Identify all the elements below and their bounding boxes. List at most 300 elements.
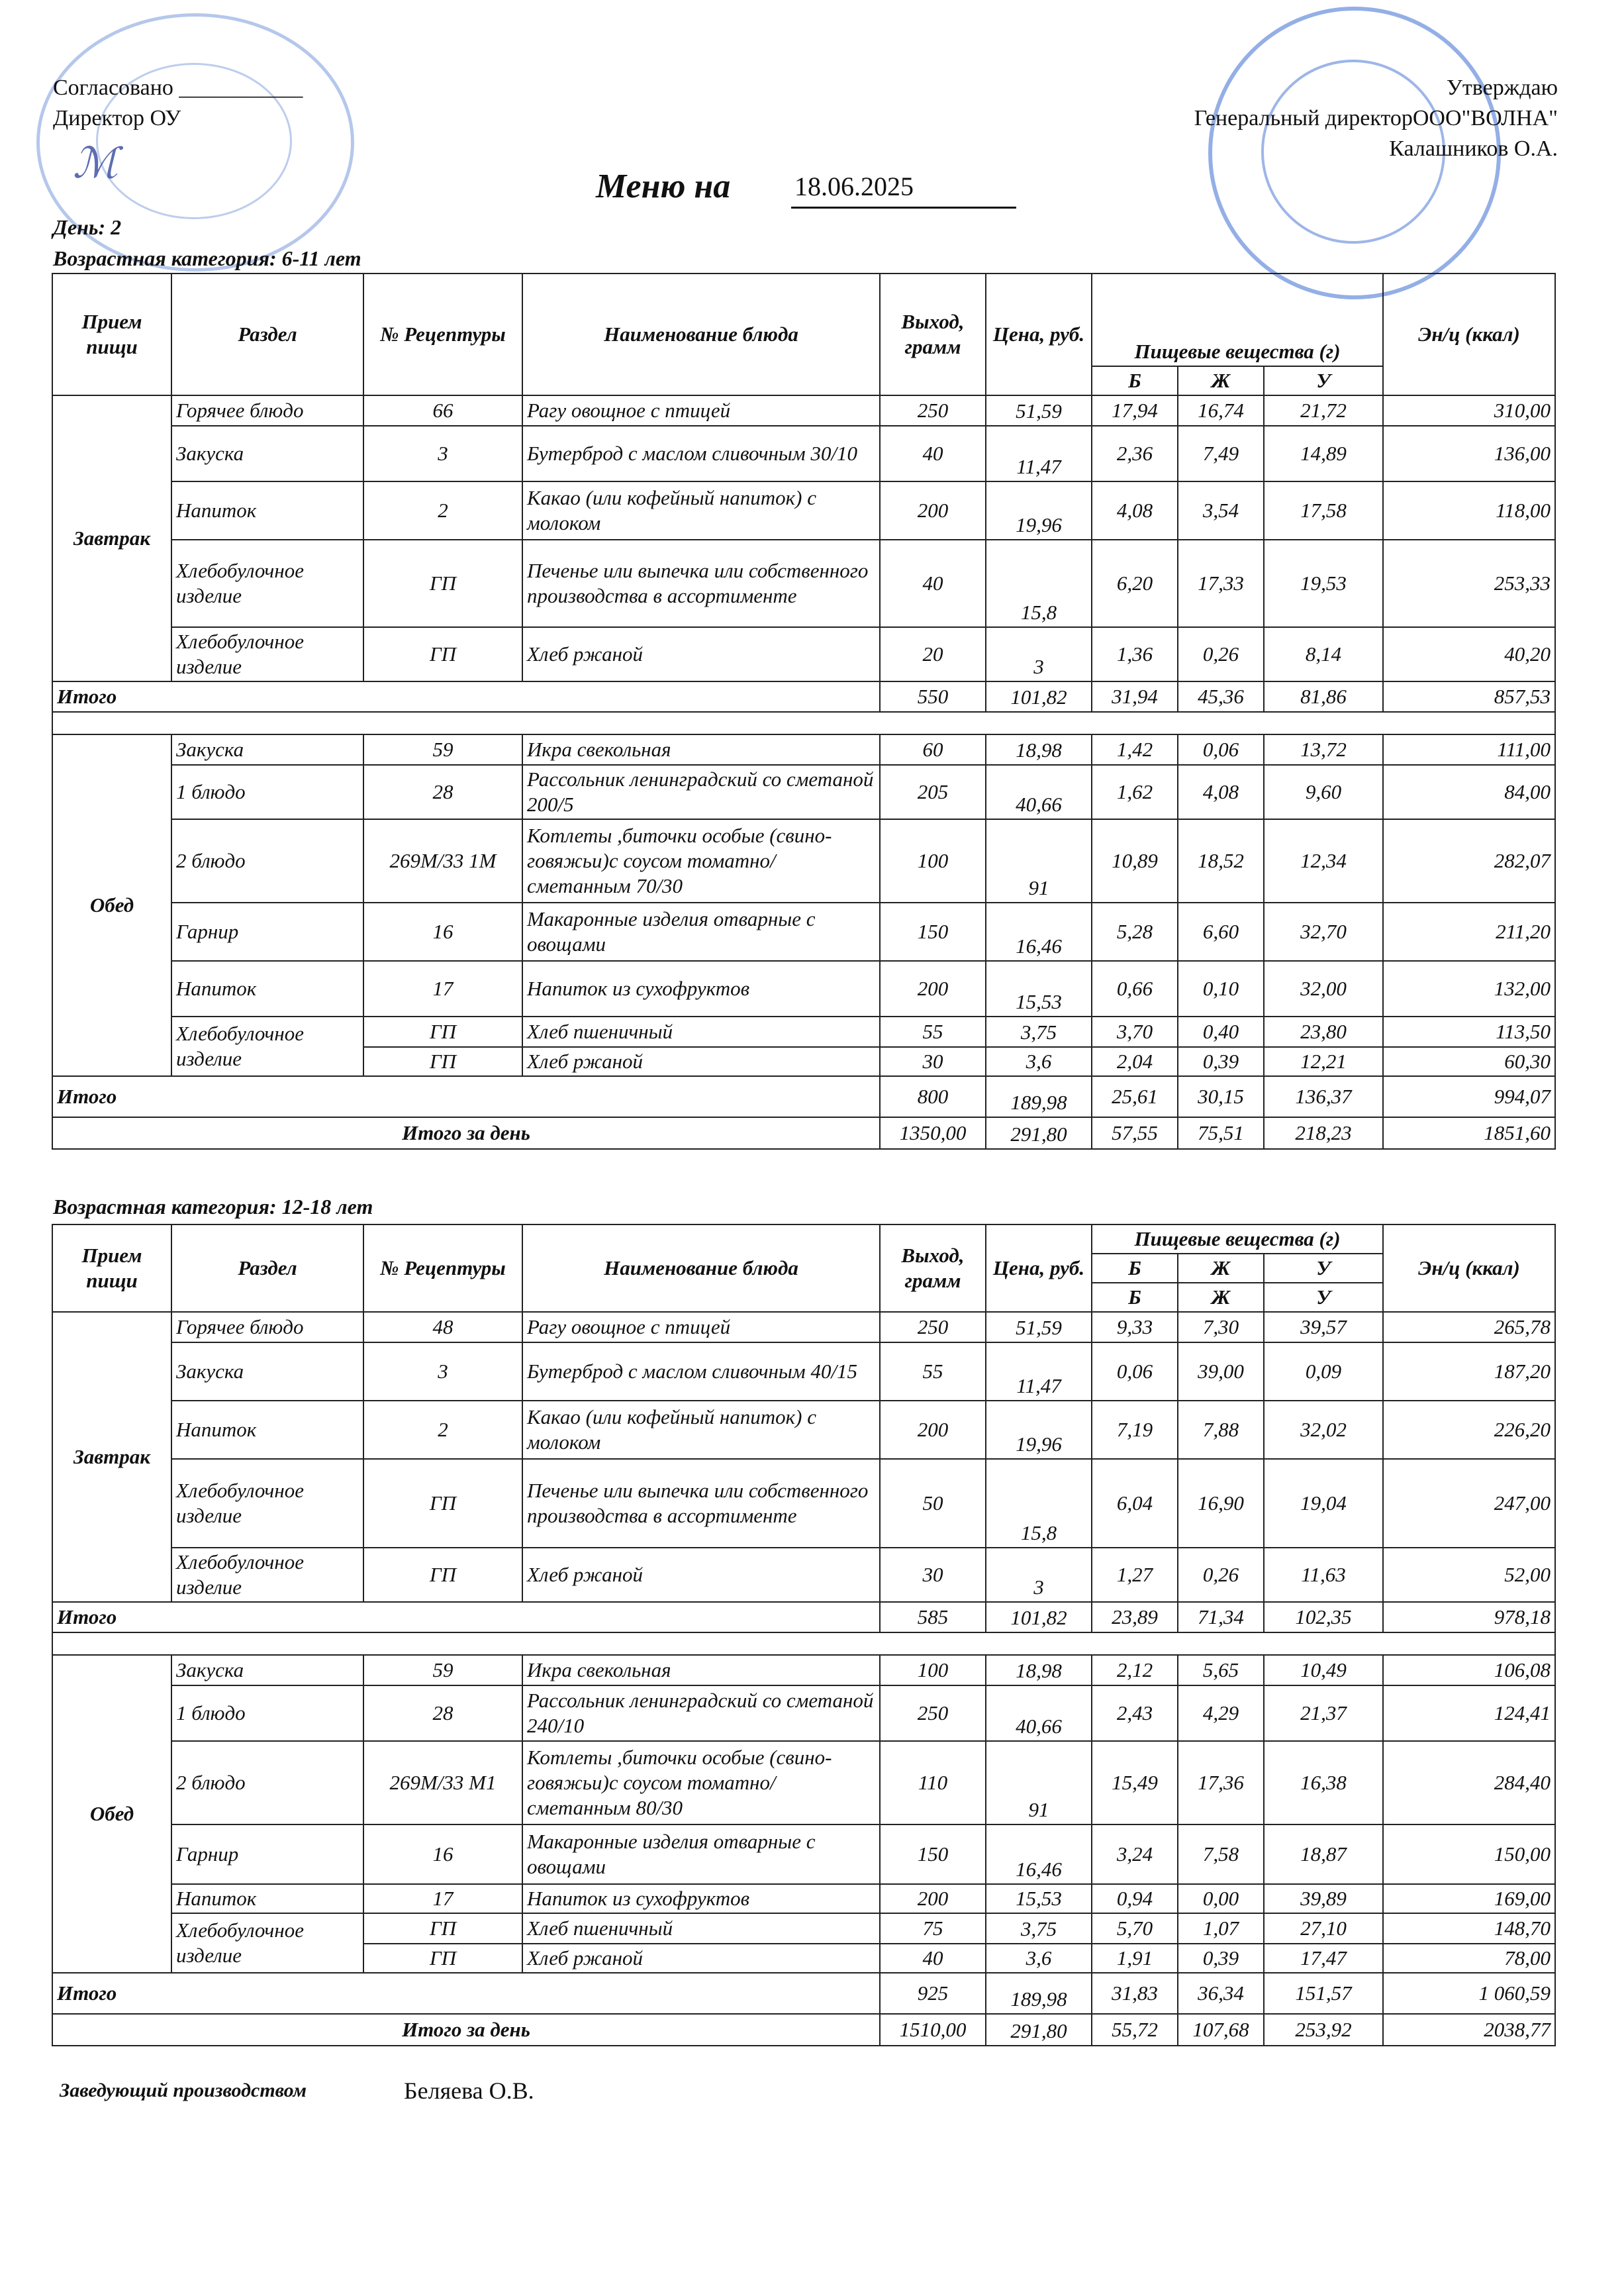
breakfast-total-row-value: 71,34 xyxy=(1178,1602,1264,1632)
footer-role: Заведующий производством xyxy=(60,2079,307,2101)
cell-fat: 0,00 xyxy=(1178,1884,1264,1913)
lunch-total-row-value: 925 xyxy=(880,1973,986,2014)
cell-price: 15,53 xyxy=(986,961,1092,1017)
cell-fat: 6,60 xyxy=(1178,903,1264,961)
cell-dish: Рассольник ленинградский со сметаной 240/10 xyxy=(522,1685,880,1741)
col-carbs-2: У xyxy=(1264,1283,1383,1312)
cell-price: 91 xyxy=(986,1741,1092,1824)
table-row xyxy=(52,1342,1555,1401)
lunch-total-row-value: 25,61 xyxy=(1092,1076,1178,1117)
breakfast-total-row-value: 81,86 xyxy=(1264,681,1383,712)
col-fat: Ж xyxy=(1178,366,1264,395)
cell-energy: 60,30 xyxy=(1383,1047,1555,1076)
cell-recipe: 66 xyxy=(363,395,522,426)
cell-fat: 0,06 xyxy=(1178,734,1264,765)
cell-yield: 40 xyxy=(880,426,986,481)
cell-dish: Котлеты ,биточки особые (свино-говяжьи)с соусом томатно/сметанным 70/30 xyxy=(522,819,880,903)
cell-dish: Бутерброд с маслом сливочным 30/10 xyxy=(522,426,880,481)
table-row xyxy=(52,1548,1555,1602)
cell-protein: 15,49 xyxy=(1092,1741,1178,1824)
day-total-row-value: 218,23 xyxy=(1264,1117,1383,1149)
cell-recipe: ГП xyxy=(363,1047,522,1076)
cell-yield: 60 xyxy=(880,734,986,765)
cell-dish: Печенье или выпечка или собственного производства в ассортименте xyxy=(522,540,880,627)
breakfast-total-row-value: 23,89 xyxy=(1092,1602,1178,1632)
cell-recipe: 269М/33 1М xyxy=(363,819,522,903)
cell-carbs: 39,89 xyxy=(1264,1884,1383,1913)
cell-price: 16,46 xyxy=(986,903,1092,961)
cell-recipe: 28 xyxy=(363,765,522,819)
breakfast-total-row-value: 45,36 xyxy=(1178,681,1264,712)
cell-energy: 78,00 xyxy=(1383,1944,1555,1973)
cell-protein: 3,70 xyxy=(1092,1017,1178,1047)
menu-date: 18.06.2025 xyxy=(794,172,914,201)
cell-recipe: 17 xyxy=(363,1884,522,1913)
approval-block-right xyxy=(1194,73,1558,164)
title-underline xyxy=(791,207,1016,209)
cell-section: Напиток xyxy=(171,1884,363,1913)
lunch-total-row-value: 1 060,59 xyxy=(1383,1973,1555,2014)
col-section: Раздел xyxy=(171,1224,363,1312)
table-row xyxy=(52,1017,1555,1047)
footer-name: Беляева О.В. xyxy=(404,2077,534,2104)
cell-dish: Рагу овощное с птицей xyxy=(522,395,880,426)
lunch-total-row xyxy=(52,1076,1555,1117)
col-meal: Прием пищи xyxy=(52,1224,171,1312)
table-row xyxy=(52,1685,1555,1741)
lunch-total-row-value: 36,34 xyxy=(1178,1973,1264,2014)
day-total-row-value: 1851,60 xyxy=(1383,1117,1555,1149)
cell-protein: 1,62 xyxy=(1092,765,1178,819)
cell-protein: 17,94 xyxy=(1092,395,1178,426)
cell-fat: 17,33 xyxy=(1178,540,1264,627)
cell-recipe: 2 xyxy=(363,481,522,540)
cell-dish: Рассольник ленинградский со сметаной 200/5 xyxy=(522,765,880,819)
gap-cell xyxy=(52,1632,1555,1655)
cell-dish: Котлеты ,биточки особые (свино-говяжьи)с соусом томатно/сметанным 80/30 xyxy=(522,1741,880,1824)
cell-carbs: 32,02 xyxy=(1264,1401,1383,1459)
breakfast-label: Завтрак xyxy=(52,1312,171,1602)
cell-fat: 5,65 xyxy=(1178,1655,1264,1685)
cell-dish: Напиток из сухофруктов xyxy=(522,961,880,1017)
cell-carbs: 17,58 xyxy=(1264,481,1383,540)
cell-protein: 6,20 xyxy=(1092,540,1178,627)
cell-price: 15,8 xyxy=(986,540,1092,627)
cell-recipe: 16 xyxy=(363,1824,522,1884)
col-dish: Наименование блюда xyxy=(522,1224,880,1312)
table-row xyxy=(52,734,1555,765)
cell-price: 3,75 xyxy=(986,1913,1092,1944)
cell-price: 3,75 xyxy=(986,1017,1092,1047)
cell-recipe: ГП xyxy=(363,1017,522,1047)
cell-yield: 40 xyxy=(880,1944,986,1973)
cell-carbs: 14,89 xyxy=(1264,426,1383,481)
col-protein-2: Б xyxy=(1092,1283,1178,1312)
cell-carbs: 19,04 xyxy=(1264,1459,1383,1548)
cell-recipe: 59 xyxy=(363,734,522,765)
cell-protein: 0,94 xyxy=(1092,1884,1178,1913)
page-title: Меню на xyxy=(596,168,731,205)
cell-price: 15,8 xyxy=(986,1459,1092,1548)
cell-fat: 1,07 xyxy=(1178,1913,1264,1944)
cell-energy: 226,20 xyxy=(1383,1401,1555,1459)
cell-recipe: ГП xyxy=(363,540,522,627)
cell-protein: 0,66 xyxy=(1092,961,1178,1017)
cell-carbs: 12,34 xyxy=(1264,819,1383,903)
general-director-name: Калашников О.А. xyxy=(1389,136,1558,161)
cell-dish: Хлеб ржаной xyxy=(522,1944,880,1973)
cell-protein: 6,04 xyxy=(1092,1459,1178,1548)
cell-section: Хлебобулочное изделие xyxy=(171,1459,363,1548)
cell-carbs: 21,37 xyxy=(1264,1685,1383,1741)
table-row xyxy=(52,1741,1555,1824)
breakfast-total-row xyxy=(52,1602,1555,1632)
day-label: День: 2 xyxy=(53,215,122,239)
cell-yield: 250 xyxy=(880,395,986,426)
cell-energy: 113,50 xyxy=(1383,1017,1555,1047)
cell-fat: 39,00 xyxy=(1178,1342,1264,1401)
cell-energy: 187,20 xyxy=(1383,1342,1555,1401)
cell-dish: Хлеб ржаной xyxy=(522,1548,880,1602)
col-nutrients: Пищевые вещества (г) xyxy=(1092,1224,1383,1254)
day-total-row-value: 57,55 xyxy=(1092,1117,1178,1149)
cell-fat: 7,30 xyxy=(1178,1312,1264,1342)
cell-section: Напиток xyxy=(171,961,363,1017)
cell-fat: 0,26 xyxy=(1178,627,1264,681)
col-fat-2: Ж xyxy=(1178,1283,1264,1312)
cell-protein: 1,36 xyxy=(1092,627,1178,681)
cell-protein: 5,70 xyxy=(1092,1913,1178,1944)
cell-yield: 200 xyxy=(880,961,986,1017)
cell-yield: 250 xyxy=(880,1685,986,1741)
cell-price: 3 xyxy=(986,627,1092,681)
table-row xyxy=(52,903,1555,961)
cell-yield: 30 xyxy=(880,1047,986,1076)
cell-recipe: ГП xyxy=(363,627,522,681)
cell-price: 19,96 xyxy=(986,1401,1092,1459)
cell-dish: Хлеб пшеничный xyxy=(522,1913,880,1944)
cell-protein: 1,91 xyxy=(1092,1944,1178,1973)
table-row xyxy=(52,426,1555,481)
col-protein: Б xyxy=(1092,366,1178,395)
cell-price: 51,59 xyxy=(986,1312,1092,1342)
cell-fat: 4,08 xyxy=(1178,765,1264,819)
cell-fat: 7,49 xyxy=(1178,426,1264,481)
cell-protein: 10,89 xyxy=(1092,819,1178,903)
cell-recipe: 48 xyxy=(363,1312,522,1342)
cell-dish: Хлеб пшеничный xyxy=(522,1017,880,1047)
day-total-row-value: 75,51 xyxy=(1178,1117,1264,1149)
cell-recipe: ГП xyxy=(363,1913,522,1944)
cell-carbs: 27,10 xyxy=(1264,1913,1383,1944)
lunch-total-row-value: 189,98 xyxy=(986,1076,1092,1117)
cell-price: 16,46 xyxy=(986,1824,1092,1884)
col-yield: Выход, грамм xyxy=(880,274,986,395)
cell-fat: 16,74 xyxy=(1178,395,1264,426)
col-section: Раздел xyxy=(171,274,363,395)
col-recipe: № Рецептуры xyxy=(363,274,522,395)
cell-price: 3,6 xyxy=(986,1944,1092,1973)
breakfast-total-row-value: 101,82 xyxy=(986,681,1092,712)
day-total-row-value: 291,80 xyxy=(986,1117,1092,1149)
table-row xyxy=(52,1459,1555,1548)
cell-protein: 1,42 xyxy=(1092,734,1178,765)
cell-fat: 17,36 xyxy=(1178,1741,1264,1824)
breakfast-total-row-label: Итого xyxy=(52,681,880,712)
cell-recipe: 59 xyxy=(363,1655,522,1685)
lunch-label: Обед xyxy=(52,1655,171,1973)
table-row xyxy=(52,627,1555,681)
cell-yield: 200 xyxy=(880,1884,986,1913)
table-row xyxy=(52,961,1555,1017)
table-row xyxy=(52,1655,1555,1685)
cell-energy: 118,00 xyxy=(1383,481,1555,540)
cell-yield: 30 xyxy=(880,1548,986,1602)
cell-protein: 5,28 xyxy=(1092,903,1178,961)
cell-price: 11,47 xyxy=(986,1342,1092,1401)
lunch-total-row-value: 151,57 xyxy=(1264,1973,1383,2014)
col-price: Цена, руб. xyxy=(986,1224,1092,1312)
cell-yield: 40 xyxy=(880,540,986,627)
cell-recipe: 28 xyxy=(363,1685,522,1741)
cell-protein: 2,36 xyxy=(1092,426,1178,481)
table-gap xyxy=(52,712,1555,734)
cell-yield: 100 xyxy=(880,1655,986,1685)
cell-energy: 111,00 xyxy=(1383,734,1555,765)
approve-label: Утверждаю xyxy=(1446,75,1558,100)
lunch-total-row xyxy=(52,1973,1555,2014)
cell-carbs: 18,87 xyxy=(1264,1824,1383,1884)
cell-section: Горячее блюдо xyxy=(171,395,363,426)
cell-section: Хлебобулочное изделие xyxy=(171,1017,363,1076)
cell-protein: 0,06 xyxy=(1092,1342,1178,1401)
cell-section: Горячее блюдо xyxy=(171,1312,363,1342)
cell-section: Закуска xyxy=(171,734,363,765)
director-label: Директор ОУ xyxy=(53,106,181,130)
cell-energy: 169,00 xyxy=(1383,1884,1555,1913)
cell-dish: Икра свекольная xyxy=(522,734,880,765)
lunch-total-row-value: 189,98 xyxy=(986,1973,1092,2014)
cell-energy: 84,00 xyxy=(1383,765,1555,819)
cell-price: 91 xyxy=(986,819,1092,903)
cell-dish: Рагу овощное с птицей xyxy=(522,1312,880,1342)
table-row xyxy=(52,1401,1555,1459)
cell-energy: 282,07 xyxy=(1383,819,1555,903)
table-gap xyxy=(52,1632,1555,1655)
table-row xyxy=(52,481,1555,540)
day-total-row-value: 107,68 xyxy=(1178,2014,1264,2046)
col-dish: Наименование блюда xyxy=(522,274,880,395)
cell-energy: 150,00 xyxy=(1383,1824,1555,1884)
table-row xyxy=(52,395,1555,426)
day-total-row-value: 1510,00 xyxy=(880,2014,986,2046)
general-director-label: Генеральный директорООО"ВОЛНА" xyxy=(1194,106,1558,130)
cell-protein: 4,08 xyxy=(1092,481,1178,540)
cell-dish: Какао (или кофейный напиток) с молоком xyxy=(522,1401,880,1459)
lunch-total-row-value: 31,83 xyxy=(1092,1973,1178,2014)
day-total-row-value: 55,72 xyxy=(1092,2014,1178,2046)
cell-protein: 1,27 xyxy=(1092,1548,1178,1602)
cell-recipe: 2 xyxy=(363,1401,522,1459)
cell-yield: 250 xyxy=(880,1312,986,1342)
cell-section: Напиток xyxy=(171,481,363,540)
col-meal: Прием пищи xyxy=(52,274,171,395)
day-total-row xyxy=(52,1117,1555,1149)
cell-dish: Икра свекольная xyxy=(522,1655,880,1685)
cell-dish: Хлеб ржаной xyxy=(522,1047,880,1076)
cell-dish: Макаронные изделия отварные с овощами xyxy=(522,1824,880,1884)
cell-yield: 75 xyxy=(880,1913,986,1944)
col-carbs: У xyxy=(1264,366,1383,395)
cell-energy: 265,78 xyxy=(1383,1312,1555,1342)
lunch-label: Обед xyxy=(52,734,171,1076)
cell-carbs: 16,38 xyxy=(1264,1741,1383,1824)
cell-carbs: 21,72 xyxy=(1264,395,1383,426)
cell-energy: 253,33 xyxy=(1383,540,1555,627)
cell-recipe: ГП xyxy=(363,1548,522,1602)
cell-dish: Какао (или кофейный напиток) с молоком xyxy=(522,481,880,540)
day-total-row-value: 1350,00 xyxy=(880,1117,986,1149)
lunch-total-row-value: 994,07 xyxy=(1383,1076,1555,1117)
cell-price: 51,59 xyxy=(986,395,1092,426)
cell-carbs: 8,14 xyxy=(1264,627,1383,681)
cell-price: 3,6 xyxy=(986,1047,1092,1076)
day-total-row-value: 2038,77 xyxy=(1383,2014,1555,2046)
cell-recipe: 16 xyxy=(363,903,522,961)
cell-protein: 7,19 xyxy=(1092,1401,1178,1459)
lunch-total-row-label: Итого xyxy=(52,1973,880,2014)
cell-price: 18,98 xyxy=(986,1655,1092,1685)
cell-carbs: 13,72 xyxy=(1264,734,1383,765)
cell-carbs: 17,47 xyxy=(1264,1944,1383,1973)
col-protein: Б xyxy=(1092,1254,1178,1283)
breakfast-total-row-value: 31,94 xyxy=(1092,681,1178,712)
breakfast-total-row-label: Итого xyxy=(52,1602,880,1632)
table-row xyxy=(52,765,1555,819)
cell-section: Хлебобулочное изделие xyxy=(171,627,363,681)
cell-yield: 150 xyxy=(880,1824,986,1884)
cell-section: 2 блюдо xyxy=(171,819,363,903)
breakfast-total-row xyxy=(52,681,1555,712)
cell-fat: 0,10 xyxy=(1178,961,1264,1017)
cell-carbs: 39,57 xyxy=(1264,1312,1383,1342)
cell-yield: 20 xyxy=(880,627,986,681)
cell-section: 1 блюдо xyxy=(171,765,363,819)
cell-energy: 211,20 xyxy=(1383,903,1555,961)
cell-yield: 50 xyxy=(880,1459,986,1548)
cell-yield: 205 xyxy=(880,765,986,819)
cell-recipe: 269М/33 М1 xyxy=(363,1741,522,1824)
cell-section: Гарнир xyxy=(171,903,363,961)
director-signature: ℳ xyxy=(73,140,119,187)
cell-energy: 52,00 xyxy=(1383,1548,1555,1602)
day-total-row-label: Итого за день xyxy=(52,1117,880,1149)
cell-carbs: 10,49 xyxy=(1264,1655,1383,1685)
cell-energy: 132,00 xyxy=(1383,961,1555,1017)
cell-price: 19,96 xyxy=(986,481,1092,540)
breakfast-label: Завтрак xyxy=(52,395,171,681)
cell-energy: 310,00 xyxy=(1383,395,1555,426)
cell-yield: 110 xyxy=(880,1741,986,1824)
cell-carbs: 32,00 xyxy=(1264,961,1383,1017)
breakfast-total-row-value: 101,82 xyxy=(986,1602,1092,1632)
cell-protein: 3,24 xyxy=(1092,1824,1178,1884)
cell-section: Закуска xyxy=(171,426,363,481)
cell-dish: Бутерброд с маслом сливочным 40/15 xyxy=(522,1342,880,1401)
cell-dish: Хлеб ржаной xyxy=(522,627,880,681)
table-row xyxy=(52,1312,1555,1342)
cell-fat: 7,58 xyxy=(1178,1824,1264,1884)
breakfast-total-row-value: 102,35 xyxy=(1264,1602,1383,1632)
cell-protein: 2,43 xyxy=(1092,1685,1178,1741)
cell-yield: 55 xyxy=(880,1017,986,1047)
cell-fat: 0,40 xyxy=(1178,1017,1264,1047)
col-fat: Ж xyxy=(1178,1254,1264,1283)
cell-recipe: ГП xyxy=(363,1944,522,1973)
cell-carbs: 32,70 xyxy=(1264,903,1383,961)
lunch-total-row-value: 30,15 xyxy=(1178,1076,1264,1117)
agreed-label: Согласовано ___________ xyxy=(53,75,303,100)
cell-protein: 9,33 xyxy=(1092,1312,1178,1342)
cell-section: Хлебобулочное изделие xyxy=(171,1913,363,1973)
cell-section: 2 блюдо xyxy=(171,1741,363,1824)
cell-energy: 106,08 xyxy=(1383,1655,1555,1685)
cell-section: Закуска xyxy=(171,1655,363,1685)
col-yield: Выход, грамм xyxy=(880,1224,986,1312)
cell-carbs: 12,21 xyxy=(1264,1047,1383,1076)
cell-carbs: 0,09 xyxy=(1264,1342,1383,1401)
cell-fat: 18,52 xyxy=(1178,819,1264,903)
cell-dish: Печенье или выпечка или собственного производства в ассортименте xyxy=(522,1459,880,1548)
col-carbs: У xyxy=(1264,1254,1383,1283)
table-row xyxy=(52,819,1555,903)
cell-price: 18,98 xyxy=(986,734,1092,765)
day-total-row xyxy=(52,2014,1555,2046)
lunch-total-row-value: 136,37 xyxy=(1264,1076,1383,1117)
col-energy: Эн/ц (ккал) xyxy=(1383,274,1555,395)
cell-section: Гарнир xyxy=(171,1824,363,1884)
menu-table-12-18 xyxy=(52,1224,1556,2046)
col-nutrients: Пищевые вещества (г) xyxy=(1092,274,1383,366)
cell-energy: 136,00 xyxy=(1383,426,1555,481)
cell-recipe: ГП xyxy=(363,1459,522,1548)
gap-cell xyxy=(52,712,1555,734)
cell-fat: 4,29 xyxy=(1178,1685,1264,1741)
breakfast-total-row-value: 857,53 xyxy=(1383,681,1555,712)
cell-recipe: 3 xyxy=(363,1342,522,1401)
day-total-row-label: Итого за день xyxy=(52,2014,880,2046)
cell-fat: 0,39 xyxy=(1178,1047,1264,1076)
cell-fat: 16,90 xyxy=(1178,1459,1264,1548)
cell-recipe: 3 xyxy=(363,426,522,481)
lunch-total-row-value: 800 xyxy=(880,1076,986,1117)
cell-section: 1 блюдо xyxy=(171,1685,363,1741)
cell-carbs: 9,60 xyxy=(1264,765,1383,819)
cell-energy: 284,40 xyxy=(1383,1741,1555,1824)
breakfast-total-row-value: 585 xyxy=(880,1602,986,1632)
cell-price: 3 xyxy=(986,1548,1092,1602)
breakfast-total-row-value: 978,18 xyxy=(1383,1602,1555,1632)
cell-fat: 3,54 xyxy=(1178,481,1264,540)
lunch-total-row-label: Итого xyxy=(52,1076,880,1117)
cell-energy: 148,70 xyxy=(1383,1913,1555,1944)
cell-yield: 150 xyxy=(880,903,986,961)
cell-section: Напиток xyxy=(171,1401,363,1459)
cell-protein: 2,12 xyxy=(1092,1655,1178,1685)
cell-price: 11,47 xyxy=(986,426,1092,481)
cell-energy: 40,20 xyxy=(1383,627,1555,681)
cell-yield: 100 xyxy=(880,819,986,903)
